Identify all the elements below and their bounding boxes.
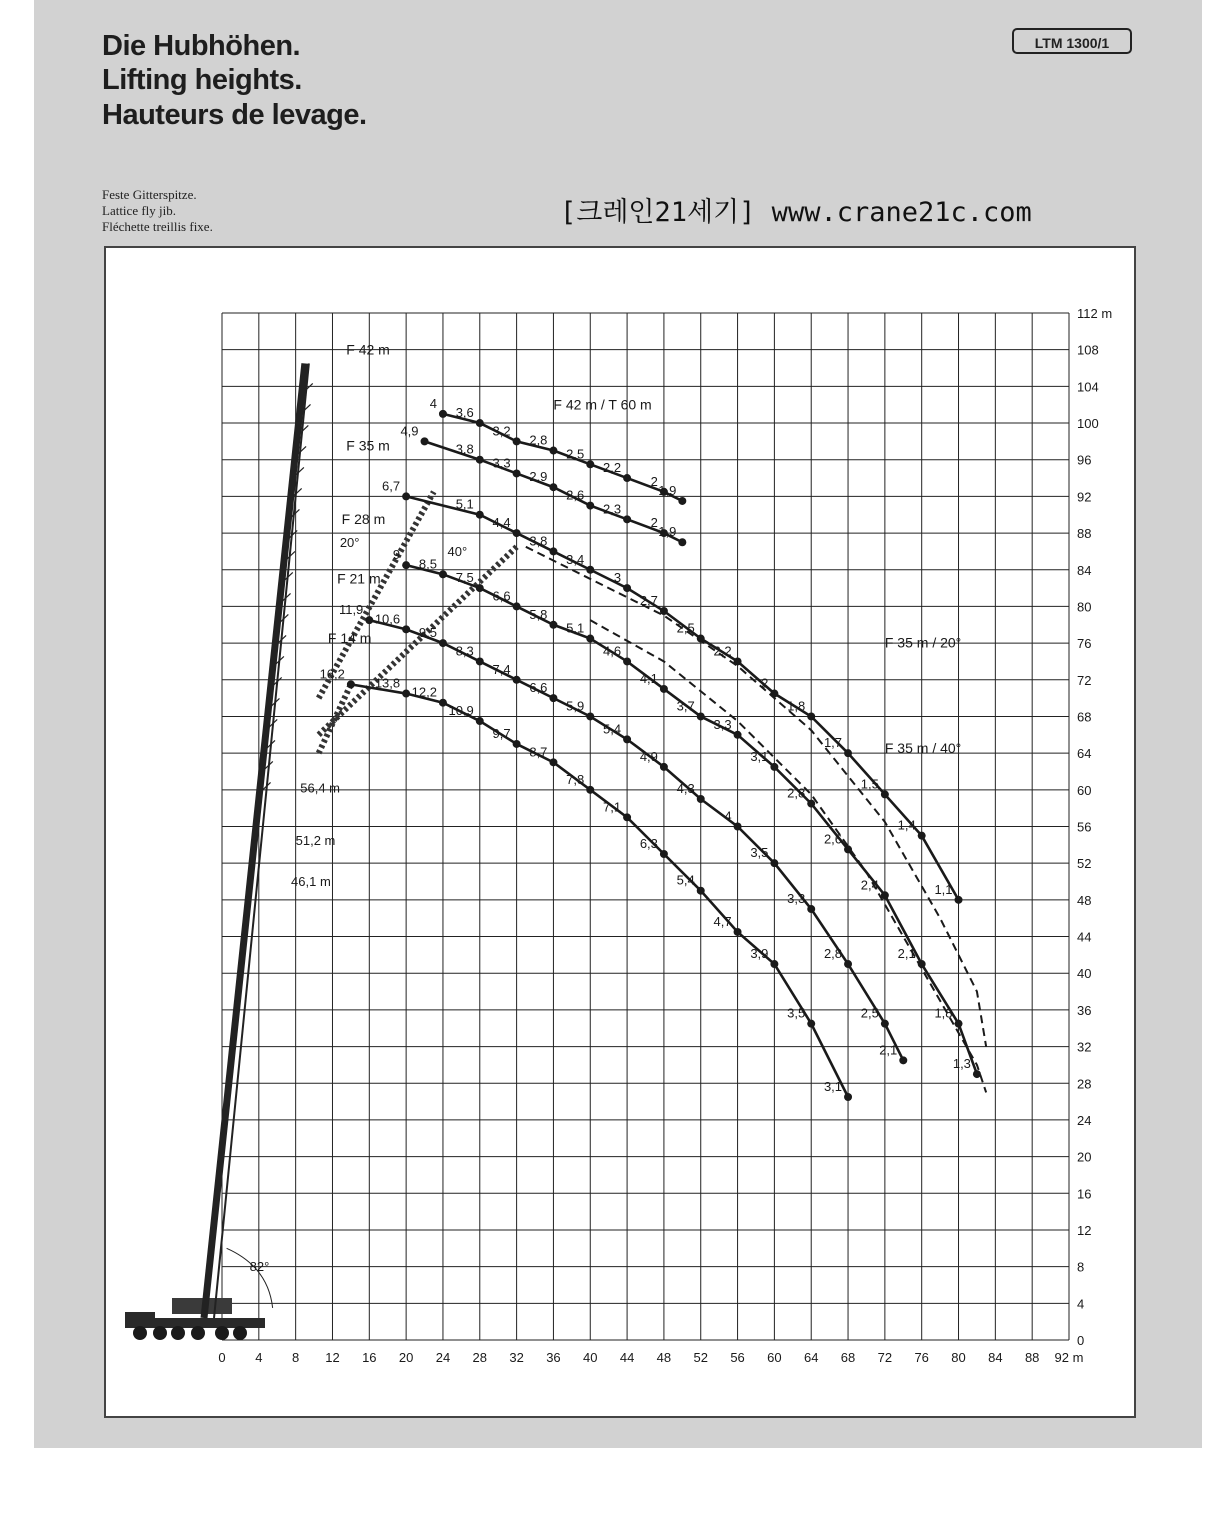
data-label: 1,8 <box>787 698 806 714</box>
data-label: 2,6 <box>566 487 585 503</box>
data-point <box>734 928 742 936</box>
data-point <box>734 823 742 831</box>
x-tick-label: 32 <box>509 1350 524 1365</box>
carrier-wheel <box>215 1326 229 1340</box>
data-point <box>660 850 668 858</box>
data-point <box>623 584 631 592</box>
y-tick-label: 12 <box>1077 1222 1092 1238</box>
data-label: 3,7 <box>676 698 695 714</box>
data-label: 4,6 <box>603 643 622 659</box>
data-label: 2 <box>761 675 769 691</box>
x-tick-label: 20 <box>398 1350 414 1365</box>
title-english: Lifting heights. <box>102 64 302 96</box>
data-label: 7,4 <box>492 661 511 677</box>
data-label: 2,1 <box>897 946 916 962</box>
subtitle-english: Lattice fly jib. <box>102 203 177 218</box>
y-tick-label: 16 <box>1077 1186 1092 1202</box>
boom-angle-label: 82° <box>249 1259 270 1275</box>
fly-jib <box>319 684 351 753</box>
data-label: 4,3 <box>676 780 695 796</box>
data-point <box>770 859 778 867</box>
data-label: 2,9 <box>529 469 548 485</box>
data-point <box>807 1020 815 1028</box>
x-tick-label: 76 <box>914 1350 929 1365</box>
y-tick-label: 4 <box>1077 1296 1085 1312</box>
series-name-label: F 35 m / 40° <box>884 740 962 757</box>
offset-angle-label: 40° <box>447 543 468 559</box>
data-label: 16,2 <box>319 666 345 682</box>
data-label: 3,8 <box>529 533 548 549</box>
data-label: 7,8 <box>566 771 585 787</box>
carrier-wheel <box>191 1326 205 1340</box>
data-label: 5,9 <box>566 698 585 714</box>
y-tick-label: 32 <box>1077 1039 1092 1055</box>
series-name-label: F 42 m / T 60 m <box>553 396 652 413</box>
data-label: 3,3 <box>492 455 511 471</box>
data-point <box>421 437 429 445</box>
data-point <box>881 790 889 798</box>
data-label: 1,5 <box>860 776 879 792</box>
x-tick-label: 44 <box>619 1350 635 1365</box>
data-point <box>402 690 410 698</box>
y-tick-label: 68 <box>1077 709 1092 725</box>
data-label: 3,5 <box>787 1005 806 1021</box>
x-tick-label: 52 <box>693 1350 708 1365</box>
y-tick-label: 100 <box>1077 416 1099 432</box>
data-label: 3,1 <box>823 1079 843 1095</box>
x-tick-label: 16 <box>362 1350 377 1365</box>
subtitle-german: Feste Gitterspitze. <box>102 187 197 202</box>
data-point <box>623 735 631 743</box>
data-point <box>476 717 484 725</box>
data-point <box>513 469 521 477</box>
data-point <box>770 960 778 968</box>
data-label: 3,6 <box>455 405 474 421</box>
data-point <box>549 694 557 702</box>
data-label: 5,8 <box>529 606 548 622</box>
data-point <box>899 1056 907 1064</box>
y-tick-label: 24 <box>1077 1112 1092 1128</box>
data-label: 6,6 <box>492 588 511 604</box>
data-label: 4,7 <box>713 913 732 929</box>
y-tick-label: 56 <box>1077 819 1092 835</box>
data-label: 5,1 <box>455 496 474 512</box>
x-tick-label: 36 <box>546 1350 561 1365</box>
y-tick-label: 64 <box>1077 746 1092 762</box>
boom-length-label: 46,1 m <box>291 874 331 890</box>
y-tick-label: 76 <box>1077 636 1092 652</box>
x-tick-label: 24 <box>435 1350 451 1365</box>
data-label: 6,3 <box>639 836 658 852</box>
x-tick-label: 68 <box>840 1350 856 1365</box>
data-label: 6,7 <box>382 478 401 494</box>
data-label: 8,3 <box>455 643 474 659</box>
data-point <box>623 474 631 482</box>
data-point <box>807 905 815 913</box>
data-point <box>623 813 631 821</box>
data-label: 2,8 <box>823 946 843 962</box>
data-label: 2,5 <box>566 446 585 462</box>
data-point <box>955 1020 963 1028</box>
y-tick-label: 108 <box>1077 342 1099 358</box>
data-label: 1,9 <box>658 482 677 498</box>
carrier-wheel <box>153 1326 167 1340</box>
data-point <box>586 566 594 574</box>
data-label: 4 <box>724 808 732 824</box>
data-point <box>476 584 484 592</box>
title-french: Hauteurs de levage. <box>102 99 367 131</box>
data-label: 2,7 <box>639 593 658 609</box>
y-tick-label: 96 <box>1077 452 1092 468</box>
data-label: 9,7 <box>492 725 511 741</box>
data-label: 7,1 <box>603 799 622 815</box>
data-point <box>549 621 557 629</box>
crane-carrier-icon <box>125 1298 265 1340</box>
x-tick-label: 56 <box>730 1350 745 1365</box>
x-tick-label: 4 <box>255 1350 263 1365</box>
data-point <box>549 447 557 455</box>
data-point <box>476 657 484 665</box>
data-label: 3,8 <box>455 441 474 457</box>
data-point <box>678 538 686 546</box>
x-tick-label: 84 <box>988 1350 1003 1365</box>
y-tick-label: 104 <box>1077 379 1099 395</box>
data-point <box>586 635 594 643</box>
x-tick-label: 80 <box>951 1350 966 1365</box>
data-label: 8,7 <box>529 744 548 760</box>
data-point <box>402 492 410 500</box>
data-label: 4,1 <box>639 670 658 686</box>
y-tick-label: 40 <box>1077 966 1092 982</box>
data-label: 3,3 <box>787 891 806 907</box>
data-point <box>955 896 963 904</box>
data-point <box>678 497 686 505</box>
y-tick-label: 20 <box>1077 1149 1092 1165</box>
data-point <box>513 740 521 748</box>
y-tick-label: 80 <box>1077 599 1092 615</box>
data-point <box>586 502 594 510</box>
watermark-text: [크레인21세기] www.crane21c.com <box>560 197 1032 228</box>
data-point <box>660 685 668 693</box>
boom-angle-arc <box>227 1248 273 1308</box>
data-label: 2 <box>650 515 658 531</box>
y-tick-label: 28 <box>1077 1076 1092 1092</box>
data-point <box>807 800 815 808</box>
data-point <box>660 763 668 771</box>
data-point <box>476 456 484 464</box>
data-label: 1,7 <box>823 735 843 751</box>
data-label: 11,9 <box>338 602 364 618</box>
y-tick-label: 60 <box>1077 782 1092 798</box>
data-point <box>439 570 447 578</box>
data-label: 1,3 <box>952 1056 971 1072</box>
carrier-wheel <box>171 1326 185 1340</box>
data-point <box>918 832 926 840</box>
y-tick-label: 112 m <box>1077 306 1113 321</box>
boom-length-label: 51,2 m <box>295 832 336 848</box>
data-point <box>844 845 852 853</box>
series-name-label: F 35 m <box>346 437 390 454</box>
data-point <box>770 763 778 771</box>
data-label: 1,1 <box>934 881 953 897</box>
data-point <box>439 639 447 647</box>
data-point <box>586 712 594 720</box>
data-label: 2,8 <box>787 785 806 801</box>
data-point <box>586 460 594 468</box>
series-line <box>590 620 986 1095</box>
data-label: 4,9 <box>400 423 419 439</box>
data-label: 3,4 <box>566 551 585 567</box>
data-point <box>697 795 705 803</box>
data-label: 2,4 <box>860 877 879 893</box>
data-label: 2 <box>650 473 658 489</box>
x-tick-label: 88 <box>1024 1350 1040 1365</box>
data-point <box>513 437 521 445</box>
data-label: 2,6 <box>823 831 843 847</box>
data-point <box>586 786 594 794</box>
data-point <box>807 712 815 720</box>
data-point <box>439 410 447 418</box>
data-point <box>549 483 557 491</box>
title-german: Die Hubhöhen. <box>102 30 301 62</box>
y-tick-label: 88 <box>1077 526 1092 542</box>
data-point <box>734 731 742 739</box>
data-label: 10,6 <box>374 611 401 627</box>
data-point <box>623 657 631 665</box>
data-point <box>365 616 373 624</box>
data-point <box>844 960 852 968</box>
data-label: 9,5 <box>418 625 437 641</box>
data-label: 3,2 <box>492 423 511 439</box>
data-label: 12,2 <box>411 684 437 700</box>
series-name-label: F 28 m <box>341 510 386 527</box>
data-point <box>549 758 557 766</box>
x-tick-label: 0 <box>218 1350 226 1365</box>
main-boom <box>204 363 305 1318</box>
data-label: 5,4 <box>603 721 622 737</box>
data-label: 3,1 <box>750 748 769 764</box>
carrier-cab <box>125 1312 155 1320</box>
carrier-wheel <box>133 1326 147 1340</box>
data-label: 4,4 <box>492 515 511 531</box>
series-name-label: F 35 m / 20° <box>884 634 962 651</box>
y-tick-label: 72 <box>1077 672 1092 688</box>
y-tick-label: 8 <box>1077 1259 1085 1275</box>
carrier-wheel <box>233 1326 247 1340</box>
y-tick-label: 84 <box>1077 562 1092 578</box>
data-point <box>513 676 521 684</box>
offset-angle-label: 20° <box>339 534 360 550</box>
data-point <box>844 1093 852 1101</box>
y-tick-label: 0 <box>1077 1333 1085 1348</box>
data-label: 2,2 <box>603 460 622 476</box>
data-label: 7,5 <box>455 570 474 586</box>
data-point <box>844 749 852 757</box>
data-label: 9 <box>392 547 401 563</box>
x-tick-label: 60 <box>767 1350 782 1365</box>
data-point <box>439 699 447 707</box>
x-tick-label: 48 <box>656 1350 672 1365</box>
data-point <box>881 1020 889 1028</box>
x-tick-label: 28 <box>472 1350 488 1365</box>
data-point <box>476 419 484 427</box>
series-line <box>351 684 848 1097</box>
data-point <box>513 602 521 610</box>
data-label: 2,3 <box>603 501 622 517</box>
x-tick-label: 92 m <box>1054 1350 1084 1365</box>
y-tick-label: 52 <box>1077 856 1092 872</box>
data-label: 3 <box>613 570 622 586</box>
x-tick-label: 40 <box>583 1350 598 1365</box>
x-tick-label: 8 <box>292 1350 300 1365</box>
data-label: 5,4 <box>676 872 695 888</box>
data-label: 1,9 <box>658 524 677 540</box>
y-tick-label: 44 <box>1077 929 1092 945</box>
data-label: 5,1 <box>566 620 585 636</box>
series-name-label: F 21 m <box>337 570 381 587</box>
data-label: 13,8 <box>374 675 401 691</box>
x-tick-label: 12 <box>325 1350 340 1365</box>
boom-length-label: 56,4 m <box>300 780 341 796</box>
data-label: 1,4 <box>897 817 916 833</box>
data-label: 3,5 <box>750 845 769 861</box>
y-tick-label: 36 <box>1077 1002 1092 1018</box>
data-label: 3,3 <box>713 716 732 732</box>
data-label: 2,8 <box>529 432 548 448</box>
x-tick-label: 64 <box>803 1350 819 1365</box>
series-name-label: F 14 m <box>327 630 372 647</box>
y-tick-label: 48 <box>1077 892 1092 908</box>
data-point <box>697 712 705 720</box>
data-point <box>476 511 484 519</box>
data-label: 10,9 <box>448 703 474 719</box>
data-label: 4 <box>429 395 437 411</box>
data-point <box>549 547 557 555</box>
y-tick-label: 92 <box>1077 489 1092 505</box>
data-label: 6,6 <box>529 680 548 696</box>
data-label: 4,9 <box>639 748 658 764</box>
data-point <box>402 561 410 569</box>
data-point <box>697 887 705 895</box>
data-point <box>973 1070 981 1078</box>
data-point <box>513 529 521 537</box>
data-label: 2,5 <box>860 1005 879 1021</box>
x-tick-label: 72 <box>877 1350 893 1365</box>
data-label: 2,1 <box>879 1042 898 1058</box>
data-point <box>402 625 410 633</box>
data-label: 1,8 <box>934 1005 953 1021</box>
model-badge: LTM 1300/1 <box>1012 28 1132 54</box>
data-label: 3,9 <box>750 946 769 962</box>
main-boom-edge <box>214 363 309 1318</box>
data-point <box>347 680 355 688</box>
data-point <box>623 515 631 523</box>
series-name-label: F 42 m <box>346 341 390 358</box>
data-label: 8,5 <box>418 556 437 572</box>
data-label: 2,5 <box>676 620 695 636</box>
subtitle-french: Fléchette treillis fixe. <box>102 219 213 234</box>
data-label: 2,2 <box>713 643 732 659</box>
